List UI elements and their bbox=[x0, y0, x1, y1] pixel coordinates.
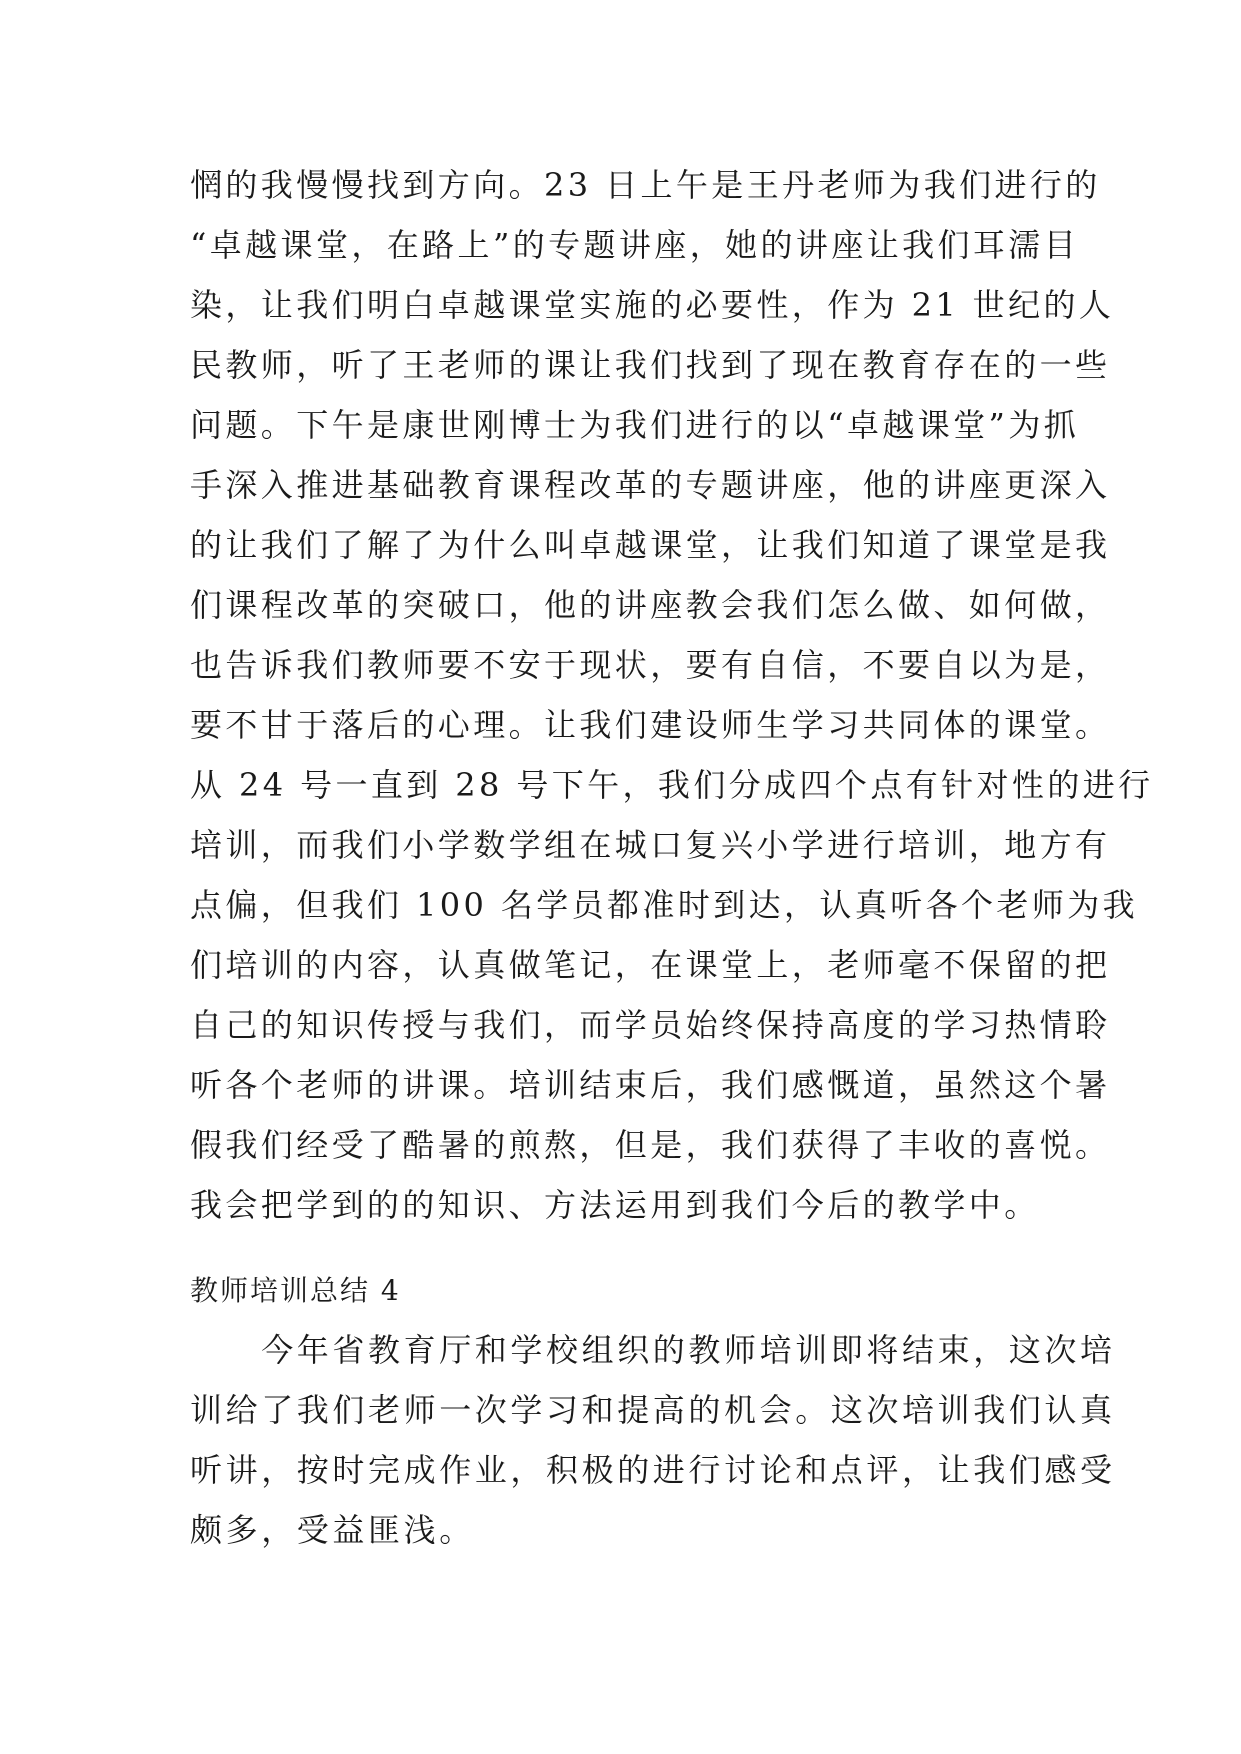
text-line: 点偏，但我们 100 名学员都准时到达，认真听各个老师为我 bbox=[190, 886, 1139, 924]
text-line: 要不甘于落后的心理。让我们建设师生学习共同体的课堂。 bbox=[190, 706, 1111, 744]
text-line: 的让我们了解了为什么叫卓越课堂，让我们知道了课堂是我 bbox=[190, 526, 1111, 564]
text-line: 自己的知识传授与我们，而学员始终保持高度的学习热情聆 bbox=[190, 1006, 1111, 1044]
body-paragraph bbox=[190, 1320, 1116, 1560]
text-line: “卓越课堂，在路上”的专题讲座，她的讲座让我们耳濡目 bbox=[190, 226, 1080, 264]
text-line: 培训，而我们小学数学组在城口复兴小学进行培训，地方有 bbox=[190, 826, 1111, 864]
text-line: 也告诉我们教师要不安于现状，要有自信，不要自以为是， bbox=[190, 646, 1111, 684]
section-heading: 教师培训总结 4 bbox=[190, 1274, 401, 1307]
text-line: 们培训的内容，认真做笔记，在课堂上，老师毫不保留的把 bbox=[190, 946, 1111, 984]
text-line: 民教师，听了王老师的课让我们找到了现在教育存在的一些 bbox=[190, 346, 1111, 384]
text-line: 惘的我慢慢找到方向。23 日上午是王丹老师为我们进行的 bbox=[190, 166, 1101, 204]
text-line: 训给了我们老师一次学习和提高的机会。这次培训我们认真 bbox=[190, 1391, 1116, 1429]
text-line: 们课程改革的突破口，他的讲座教会我们怎么做、如何做， bbox=[190, 586, 1111, 624]
text-line: 今年省教育厅和学校组织的教师培训即将结束，这次培 bbox=[190, 1331, 1116, 1369]
text-line: 颇多，受益匪浅。 bbox=[190, 1511, 475, 1549]
text-line: 听各个老师的讲课。培训结束后，我们感慨道，虽然这个暑 bbox=[190, 1066, 1111, 1104]
body-paragraph bbox=[190, 155, 1154, 1235]
text-line: 我会把学到的的知识、方法运用到我们今后的教学中。 bbox=[190, 1186, 1040, 1224]
text-line: 从 24 号一直到 28 号下午，我们分成四个点有针对性的进行 bbox=[190, 766, 1154, 804]
text-line: 手深入推进基础教育课程改革的专题讲座，他的讲座更深入 bbox=[190, 466, 1111, 504]
text-line: 染，让我们明白卓越课堂实施的必要性，作为 21 世纪的人 bbox=[190, 286, 1115, 324]
text-line: 问题。下午是康世刚博士为我们进行的以“卓越课堂”为抓 bbox=[190, 406, 1080, 444]
text-line: 听讲，按时完成作业，积极的进行讨论和点评，让我们感受 bbox=[190, 1451, 1116, 1489]
text-line: 假我们经受了酷暑的煎熬，但是，我们获得了丰收的喜悦。 bbox=[190, 1126, 1111, 1164]
